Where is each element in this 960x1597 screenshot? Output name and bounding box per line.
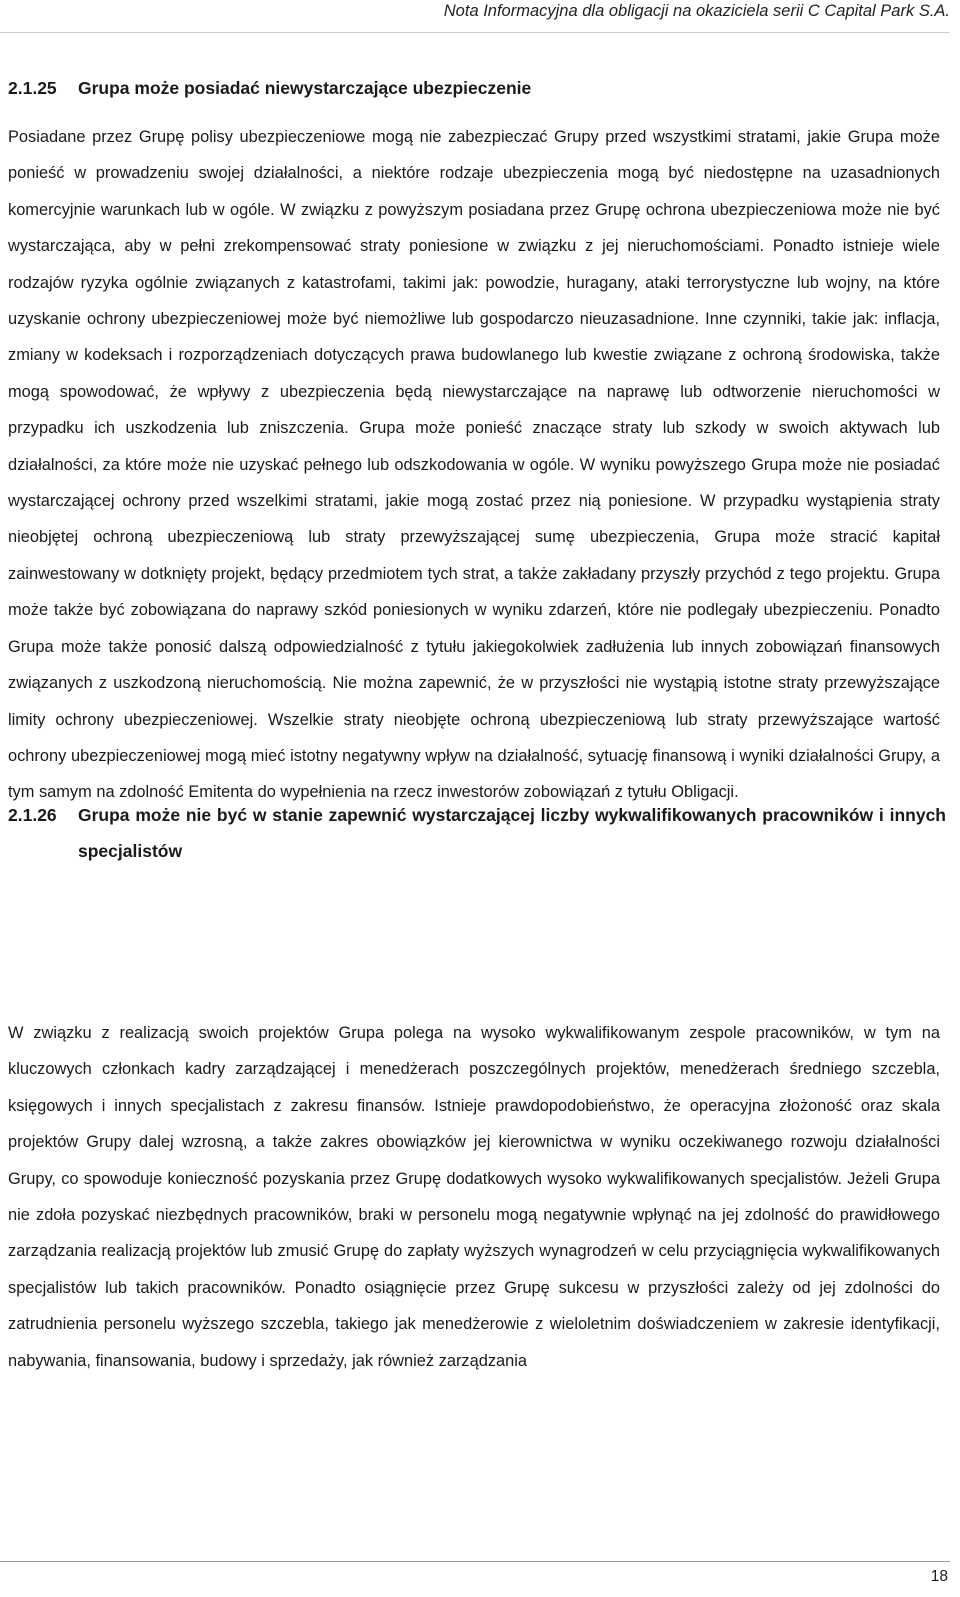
section-title: Grupa może posiadać niewystarczające ubezpieczenie (78, 78, 532, 98)
section-number: 2.1.25 (8, 78, 57, 98)
section-body-paragraph: Posiadane przez Grupę polisy ubezpieczeniowe mogą nie zabezpieczać Grupy przed wszystkimi stratami, jakie Grupa może ponieść w prowadzeniu swojej działalności, a niektóre rodzaje ubezpieczenia mogą być niedostępne na uzasadnionych komercyjnie warunkach lub w ogóle. W związku z powyższym posiadana przez Grupę ochrona ubezpieczeniowa może nie być wystarczająca, aby w pełni zrekompensować straty poniesione w związku z jej nieruchomościami. Ponadto istnieje wiele rodzajów ryzyka ogólnie związanych z katastrofami, takimi jak: powodzie, huragany, ataki terrorystyczne lub wojny, na które uzyskanie ochrony ubezpieczeniowej może być niemożliwe lub gospodarczo nieuzasadnione. Inne czynniki, takie jak: inflacja, zmiany w kodeksach i rozporządzeniach dotyczących prawa budowlanego lub kwestie związane z ochroną środowiska, także mogą spowodować, że wpływy z ubezpieczenia będą niewystarczające na naprawę lub odtworzenie nieruchomości w przypadku ich uszkodzenia lub zniszczenia. Grupa może ponieść znaczące straty lub szkody w swoich aktywach lub działalności, za które może nie uzyskać pełnego lub odszkodowania w ogóle. W wyniku powyższego Grupa może nie posiadać wystarczającej ochrony przed wszelkimi stratami, jakie mogą zostać przez nią poniesione. W przypadku wystąpienia straty nieobjętej ochroną ubezpieczeniową lub straty przewyższającej sumę ubezpieczenia, Grupa może stracić kapitał zainwestowany w dotknięty projekt, będący przedmiotem tych strat, a także zakładany przyszły przychód z tego projektu. Grupa może także być zobowiązana do naprawy szkód poniesionych w wyniku zdarzeń, które nie podlegały ubezpieczeniu. Ponadto Grupa może także ponosić dalszą odpowiedzialność z tytułu jakiegokolwiek zadłużenia lub innych zobowiązań finansowych związanych z uszkodzoną nieruchomością. Nie można zapewnić, że w przyszłości nie wystąpią istotne straty przewyższające limity ochrony ubezpieczeniowej. Wszelkie straty nieobjęte ochroną ubezpieczeniową lub straty przewyższające wartość ochrony ubezpieczeniowej mogą mieć istotny negatywny wpływ na działalność, sytuację finansową i wyniki działalności Grupy, a tym samym na zdolność Emitenta do wypełnienia na rzecz inwestorów zobowiązań z tytułu Obligacji. (8, 128, 940, 802)
section-number: 2.1.26 (8, 805, 57, 825)
footer-divider (0, 1561, 950, 1562)
section-title: Grupa może nie być w stanie zapewnić wystarczającej liczby wykwalifikowanych pracowników i innych specjalistów (78, 805, 946, 861)
running-header: Nota Informacyjna dla obligacji na okaziciela serii C Capital Park S.A. (443, 2, 950, 20)
section-heading-2-1-25 (8, 70, 946, 106)
section-heading-2-1-26 (8, 797, 946, 869)
header-divider (0, 32, 950, 33)
section-body-paragraph: W związku z realizacją swoich projektów Grupa polega na wysoko wykwalifikowanym zespole pracowników, w tym na kluczowych członkach kadry zarządzającej i menedżerach poszczególnych projektów, menedżerach średniego szczebla, księgowych i innych specjalistach z zakresu finansów. Istnieje prawdopodobieństwo, że operacyjna złożoność oraz skala projektów Grupy dalej wzrosną, a także zakres obowiązków jej kierownictwa w wyniku oczekiwanego rozwoju działalności Grupy, co spowoduje konieczność pozyskania przez Grupę dodatkowych wysoko wykwalifikowanych specjalistów. Jeżeli Grupa nie zdoła pozyskać niezbędnych pracowników, braki w personelu mogą negatywnie wpłynąć na jej zdolność do prawidłowego zarządzania realizacją projektów lub zmusić Grupę do zapłaty wyższych wynagrodzeń w celu przyciągnięcia wykwalifikowanych specjalistów lub takich pracowników. Ponadto osiągnięcie przez Grupę sukcesu w przyszłości zależy od jej zdolności do zatrudnienia personelu wyższego szczebla, takiego jak menedżerowie z wieloletnim doświadczeniem w zakresie identyfikacji, nabywania, finansowania, budowy i sprzedaży, jak również zarządzania (8, 1024, 940, 1370)
page-number: 18 (930, 1568, 948, 1585)
